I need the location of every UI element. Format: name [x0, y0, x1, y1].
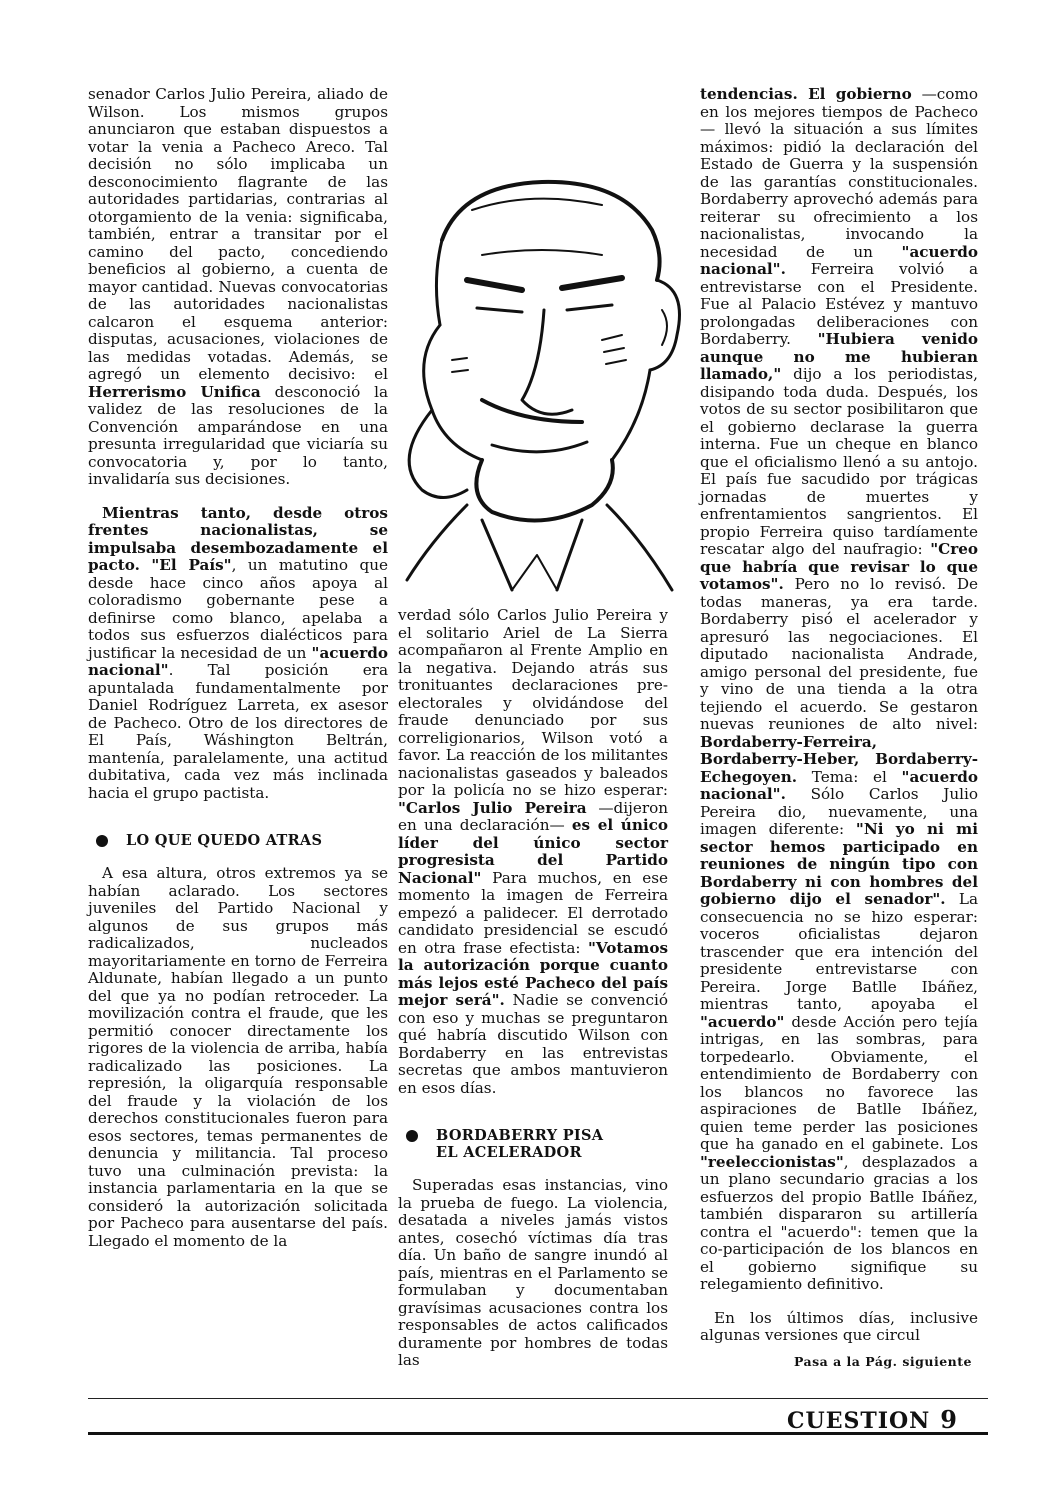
- caricature-drawing: [372, 160, 702, 600]
- text-run: , desplazados a un plano secundario gracias a los esfuerzos del propio Batlle Ibáñez, también dispararon su artillería contra el "acuerdo": temen que la co-participación de los blancos en el gobierno signifique su relegamiento definitivo.: [700, 1152, 978, 1293]
- section-heading: [398, 1127, 668, 1161]
- text-run: Nadie se convenció con eso y muchas se preguntaron qué habría discutido Wilson con Bordaberry en las entrevistas secretas que ambos mantuvieron en esos días.: [398, 991, 668, 1097]
- text-run: —dijeron en una declaración—: [398, 798, 669, 834]
- text-run: Tema: el: [811, 767, 887, 786]
- bold-text: Mientras tanto, desde otros frentes nacionalistas, se impulsaba desembozadamente el pacto.: [88, 503, 388, 574]
- paragraph: Superadas esas instancias, vino la prueba de fuego. La violencia, desatada a niveles jamás vistos antes, cosechó víctimas día tras día. Un baño de sangre inundó al país, mientras en el Parlamento se formulaban y documentaban gravísimas acusaciones contra los responsables de actos calificados duramente por hombres de todas las: [398, 1176, 668, 1369]
- section-title-line: EL ACELERADOR: [436, 1144, 582, 1161]
- footer-rule: [88, 1398, 988, 1399]
- bold-text: "acuerdo nacional".: [700, 242, 979, 278]
- bold-text: "acuerdo": [700, 1012, 785, 1031]
- bold-text: "El País": [151, 556, 232, 574]
- paragraph: [88, 86, 388, 489]
- text-run: desconoció la validez de las resoluciones de la Convención amparándose en una presunta irregularidad que viciaría su convocatoria y, por lo tanto, invalidaría sus decisiones.: [88, 382, 389, 488]
- bold-text: "Carlos Julio Pereira: [398, 798, 587, 817]
- bullet-icon: [406, 1130, 418, 1142]
- bold-text: "Ni yo ni mi sector hemos participado en reuniones de ningún tipo con Bordaberry ni con hombres del gobierno dijo el senador".: [700, 820, 978, 908]
- text-run: , un matutino que desde hace cinco años apoya al coloradismo gobernante pese a definirse como blanco, apelaba a todos sus esfuerzos dialécticos para justificar la necesidad de un: [88, 556, 389, 662]
- paragraph: A esa altura, otros extremos ya se habían aclarado. Los sectores juveniles del Partido Nacional y algunos de sus grupos más radicalizados, nucleados mayoritariamente en torno de Ferreira Aldunate, habían llegado a un punto del que ya no podían retroceder. La movilización contra el fraude, que les permitió conocer directamente los rigores de la violencia de arriba, había radicalizado las posiciones. La represión, la oligarquía responsable del fraude y la violación de los derechos constitucionales fueron para esos sectores, temas permanentes de denuncia y militancia. Tal proceso tuvo una culminación prevista: la instancia parlamentaria en la que se consideró la autorización solicitada por Pacheco para ausentarse del país. Llegado el momento de la: [88, 864, 388, 1250]
- bold-text: "Votamos la autorización porque cuanto más lejos esté Pacheco del país mejor será".: [398, 938, 669, 1009]
- text-run: —como en los mejores tiempos de Pacheco— llevó la situación a sus límites máximos: pidió la declaración del Estado de Guerra y la suspensión de las garantías constitucionales. Bordaberry aprovechó además para reiterar su ofrecimiento a los nacionalistas, invocando la necesidad de un: [700, 85, 978, 261]
- section-title: [436, 1127, 603, 1161]
- paragraph: [88, 505, 388, 803]
- text-run: Pero no lo revisó. De todas maneras, ya era tarde. Bordaberry pisó el acelerador y apresuró las negociaciones. El diputado nacionalista Andrade, amigo personal del presidente, fue y vino de una tienda a la otra tejiendo el acuerdo. Se gestaron nuevas reuniones de alto nivel:: [700, 575, 979, 733]
- bold-text: "Creo que habría que revisar lo que votamos".: [700, 540, 978, 593]
- bullet-icon: [96, 835, 108, 847]
- page-number: 9: [940, 1405, 958, 1434]
- bold-text: "acuerdo nacional": [88, 643, 389, 679]
- text-run: La consecuencia no se hizo esperar: voceros oficialistas dejaron trascender que era intención del presidente entrevistarse con Pereira. Jorge Batlle Ibáñez, mientras tanto, apoyaba el: [700, 890, 978, 1013]
- text-run: Ferreira volvió a entrevistarse con el Presidente. Fue al Palacio Estévez y mantuvo prolongadas deliberaciones con Bordaberry.: [700, 260, 979, 348]
- bold-text: "reeleccionistas": [700, 1152, 844, 1171]
- text-run: Para muchos, en ese momento la imagen de Ferreira empezó a palidecer. El derrotado candidato presidencial se escudó en otra frase efectista:: [398, 868, 668, 957]
- paragraph: [700, 86, 978, 1294]
- bold-text: tendencias. El gobierno: [700, 85, 912, 103]
- footer: [787, 1405, 958, 1434]
- bold-text: "acuerdo nacional".: [700, 767, 978, 803]
- paragraph: [398, 607, 668, 1097]
- bold-text: "Hubiera venido aunque no me hubieran llamado,": [700, 330, 978, 383]
- section-title: LO QUE QUEDO ATRAS: [126, 832, 323, 849]
- text-run: Sólo Carlos Julio Pereira dio, nuevamente, una imagen diferente:: [700, 785, 978, 838]
- continuation-note: Pasa a la Pág. siguiente: [793, 1353, 972, 1369]
- section-title-line: BORDABERRY PISA: [436, 1127, 604, 1144]
- text-run: . Tal posición era apuntalada fundamentalmente por Daniel Rodríguez Larreta, ex asesor de Pacheco. Otro de los directores de El País, Wáshington Beltrán, mantenía, paralelamente, una actitud dubitativa, cada vez más inclinada hacia el grupo pactista.: [88, 661, 388, 802]
- text-column-3: [700, 86, 978, 1370]
- text-column-2: [398, 607, 668, 1370]
- bold-text: es el único líder del único sector progresista del Partido Nacional": [398, 816, 669, 887]
- section-heading: [88, 832, 388, 849]
- bold-text: Herrerismo Unifica: [88, 382, 261, 401]
- text-run: desde Acción pero tejía intrigas, en las sombras, para torpedearlo. Obviamente, el entendimiento de Bordaberry con los blancos no favorece las aspiraciones de Batlle Ibáñez, quien teme perder las posiciones que ha ganado en el gabinete. Los: [700, 1012, 978, 1153]
- magazine-name: CUESTION: [787, 1408, 931, 1434]
- bold-text: Bordaberry-Ferreira, Bordaberry-Heber, Bordaberry-Echegoyen.: [700, 732, 978, 786]
- text-run: senador Carlos Julio Pereira, aliado de Wilson. Los mismos grupos anunciaron que estaban dispuestos a votar la venia a Pacheco Areco. Tal decisión no sólo implicaba un desconocimiento flagrante de las autoridades partidarias, contrarias al otorgamiento de la venia: significaba, también, entrar a transitar por el camino del pacto, concediendo beneficios al gobierno, a cuenta de mayor cantidad. Nuevas convocatorias de las autoridades nacionalistas calcaron el esquema anterior: disputas, acusaciones, violaciones de las medidas votadas. Además, se agregó un elemento decisivo: el: [88, 85, 388, 383]
- text-run: dijo a los periodistas, disipando toda duda. Después, los votos de su sector posibilitaron que el gobierno declarase la guerra interna. Fue un cheque en blanco que el oficialismo llenó a su antojo. El país fue sacudido por trágicas jornadas de muertes y enfrentamientos sangrientos. El propio Ferreira quiso tardíamente rescatar algo del naufragio:: [700, 365, 979, 558]
- paragraph: En los últimos días, inclusive algunas versiones que circul: [700, 1308, 978, 1344]
- text-column-1: [88, 86, 388, 1250]
- text-run: verdad sólo Carlos Julio Pereira y el solitario Ariel de La Sierra acompañaron al Frente Amplio en la negativa. Dejando atrás sus tronituantes declaraciones pre-electorales y olvidándose del fraude denunciado por sus correligionarios, Wilson votó a favor. La reacción de los militantes nacionalistas gaseados y baleados por la policía no se hizo esperar:: [398, 606, 668, 799]
